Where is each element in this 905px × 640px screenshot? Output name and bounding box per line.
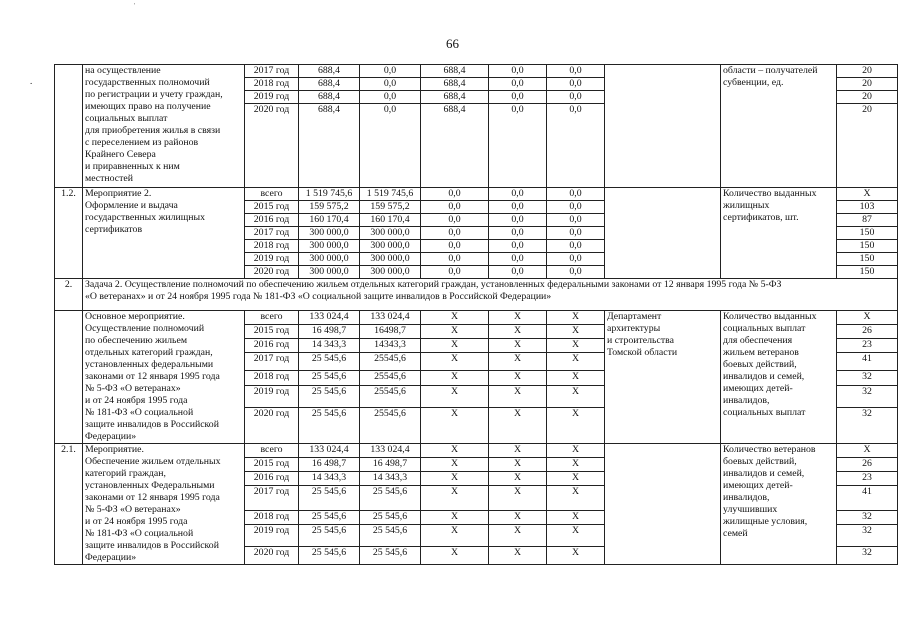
indicator-value: 32: [837, 407, 898, 443]
indicator-name-line: Количество ветеранов: [723, 444, 816, 455]
cell-v5: X: [547, 325, 605, 339]
cell-v4: X: [489, 385, 547, 407]
cell-v4: X: [489, 353, 547, 371]
cell-v2: 0,0: [360, 65, 421, 78]
cell-v2: 16498,7: [360, 325, 421, 339]
indicator-value: 41: [837, 486, 898, 510]
cell-v4: X: [489, 486, 547, 510]
measure-description-line: государственных полномочий: [85, 77, 210, 88]
indicator-name: [721, 311, 837, 444]
cell-v4: X: [489, 444, 547, 458]
cell-v5: 0,0: [547, 91, 605, 104]
cell-year: 2015 год: [245, 201, 299, 214]
measure-description-line: № 181-ФЗ «О социальной: [85, 528, 194, 539]
indicator-name-line: боевых действий,: [723, 456, 797, 467]
cell-v4: X: [489, 325, 547, 339]
cell-v1: 14 343,3: [299, 472, 360, 486]
cell-v1: 300 000,0: [299, 253, 360, 266]
cell-v5: X: [547, 510, 605, 524]
cell-year: всего: [245, 444, 299, 458]
indicator-value: 32: [837, 510, 898, 524]
measure-description: [83, 188, 245, 279]
table-row: [55, 444, 898, 458]
cell-v4: 0,0: [489, 104, 547, 188]
cell-year: 2017 год: [245, 486, 299, 510]
cell-v3: 0,0: [421, 188, 489, 201]
indicator-name-line: жилищные условия,: [723, 516, 808, 527]
cell-v2: 300 000,0: [360, 253, 421, 266]
cell-year: 2016 год: [245, 214, 299, 227]
cell-v2: 0,0: [360, 91, 421, 104]
indicator-value: 26: [837, 458, 898, 472]
cell-v2: 25 545,6: [360, 510, 421, 524]
indicator-value: 20: [837, 65, 898, 78]
cell-v1: 160 170,4: [299, 214, 360, 227]
indicator-value: 32: [837, 385, 898, 407]
responsible-dept-line: и строительства: [607, 335, 674, 346]
measure-description: [83, 311, 245, 444]
cell-v2: 0,0: [360, 104, 421, 188]
indicator-name-line: инвалидов и семей,: [723, 468, 805, 479]
indicator-name: [721, 444, 837, 565]
cell-year: 2016 год: [245, 339, 299, 353]
measure-description-line: Осуществление полномочий: [85, 323, 205, 334]
cell-v1: 133 024,4: [299, 311, 360, 325]
cell-v4: 0,0: [489, 91, 547, 104]
indicator-value: X: [837, 311, 898, 325]
page-number: 66: [446, 36, 459, 51]
cell-v5: 0,0: [547, 253, 605, 266]
cell-v1: 25 545,6: [299, 353, 360, 371]
cell-v2: 160 170,4: [360, 214, 421, 227]
cell-year: 2016 год: [245, 472, 299, 486]
cell-v4: 0,0: [489, 201, 547, 214]
cell-v4: X: [489, 458, 547, 472]
cell-v2: 14 343,3: [360, 472, 421, 486]
cell-v1: 25 545,6: [299, 385, 360, 407]
cell-year: 2019 год: [245, 253, 299, 266]
indicator-value: X: [837, 188, 898, 201]
cell-v5: X: [547, 458, 605, 472]
indicator-value: 150: [837, 227, 898, 240]
cell-v4: 0,0: [489, 188, 547, 201]
measure-description-line: по регистрации и учету граждан,: [85, 89, 223, 100]
cell-v3: X: [421, 472, 489, 486]
indicator-value: 150: [837, 266, 898, 279]
cell-v2: 25545,6: [360, 353, 421, 371]
cell-year: 2017 год: [245, 65, 299, 78]
cell-v3: 688,4: [421, 65, 489, 78]
row-number: [55, 65, 83, 188]
measure-description-line: сертификатов: [85, 224, 143, 235]
cell-year: 2019 год: [245, 385, 299, 407]
indicator-value: 23: [837, 339, 898, 353]
cell-year: 2017 год: [245, 353, 299, 371]
measure-description-line: имеющих право на получение: [85, 101, 211, 112]
responsible-dept-line: Томской области: [607, 347, 678, 358]
indicator-name-line: жильем ветеранов: [723, 347, 799, 358]
cell-v2: 25545,6: [360, 407, 421, 443]
indicator-value: 150: [837, 253, 898, 266]
cell-v1: 25 545,6: [299, 510, 360, 524]
indicator-value: 150: [837, 240, 898, 253]
indicator-value: 20: [837, 91, 898, 104]
cell-v5: X: [547, 472, 605, 486]
cell-v3: 688,4: [421, 91, 489, 104]
measure-description-line: законами от 12 января 1995 года: [85, 371, 220, 382]
indicator-value: 103: [837, 201, 898, 214]
cell-v3: 0,0: [421, 253, 489, 266]
cell-v2: 25545,6: [360, 371, 421, 385]
cell-v4: 0,0: [489, 253, 547, 266]
measure-description-line: местностей: [85, 173, 134, 184]
corner-mark: ': [134, 2, 136, 10]
cell-v1: 133 024,4: [299, 444, 360, 458]
measure-description-line: Мероприятие.: [85, 444, 144, 455]
task-title-line: «О ветеранах» и от 24 ноября 1995 года № 181-ФЗ «О социальной защите инвалидов в Российской Федерации»: [85, 291, 552, 302]
cell-v4: X: [489, 524, 547, 546]
cell-v3: X: [421, 371, 489, 385]
measure-description-line: № 5-ФЗ «О ветеранах»: [85, 383, 181, 394]
measure-description: [83, 65, 245, 188]
cell-year: 2015 год: [245, 325, 299, 339]
cell-v4: X: [489, 407, 547, 443]
measure-description-line: защите инвалидов в Российской: [85, 419, 219, 430]
cell-v3: X: [421, 546, 489, 564]
measure-description-line: государственных жилищных: [85, 212, 206, 223]
indicator-name-line: улучшивших: [723, 504, 778, 515]
cell-v5: 0,0: [547, 266, 605, 279]
measure-description-line: Федерации»: [85, 552, 137, 563]
row-number: 1.2.: [55, 188, 83, 279]
cell-v4: X: [489, 546, 547, 564]
cell-v4: X: [489, 510, 547, 524]
measure-description-line: Обеспечение жильем отдельных: [85, 456, 221, 467]
measure-description-line: законами от 12 января 1995 года: [85, 492, 220, 503]
responsible-dept-empty: [605, 65, 721, 188]
cell-v3: 0,0: [421, 214, 489, 227]
task-row: [55, 279, 898, 311]
cell-v3: 0,0: [421, 227, 489, 240]
cell-v5: 0,0: [547, 201, 605, 214]
cell-v2: 0,0: [360, 78, 421, 91]
indicator-value: 32: [837, 371, 898, 385]
cell-v4: 0,0: [489, 266, 547, 279]
cell-v5: X: [547, 407, 605, 443]
cell-year: 2019 год: [245, 524, 299, 546]
indicator-name-line: жилищных: [723, 200, 770, 211]
measure-description-line: защите инвалидов в Российской: [85, 540, 219, 551]
cell-v1: 16 498,7: [299, 458, 360, 472]
cell-v3: X: [421, 339, 489, 353]
indicator-value: 32: [837, 546, 898, 564]
cell-v2: 25 545,6: [360, 524, 421, 546]
measure-description-line: Мероприятие 2.: [85, 188, 152, 199]
measure-description-line: и от 24 ноября 1995 года: [85, 395, 188, 406]
cell-v1: 25 545,6: [299, 524, 360, 546]
table-row: [55, 65, 898, 78]
table-body: [55, 65, 898, 565]
measure-description-line: № 5-ФЗ «О ветеранах»: [85, 504, 181, 515]
indicator-name-line: Количество выданных: [723, 311, 817, 322]
measure-description-line: установленных Федеральными: [85, 480, 215, 491]
cell-v5: X: [547, 524, 605, 546]
cell-v5: 0,0: [547, 104, 605, 188]
cell-year: 2020 год: [245, 546, 299, 564]
cell-year: 2018 год: [245, 510, 299, 524]
cell-v2: 14343,3: [360, 339, 421, 353]
cell-v5: X: [547, 444, 605, 458]
indicator-name-line: инвалидов и семей,: [723, 371, 805, 382]
cell-v3: X: [421, 486, 489, 510]
cell-v1: 688,4: [299, 78, 360, 91]
indicator-name-line: боевых действий,: [723, 359, 797, 370]
cell-year: 2015 год: [245, 458, 299, 472]
indicator-value: 32: [837, 524, 898, 546]
row-number: [55, 311, 83, 444]
cell-v2: 133 024,4: [360, 311, 421, 325]
cell-v4: X: [489, 371, 547, 385]
indicator-value: 87: [837, 214, 898, 227]
measure-description-line: Основное мероприятие.: [85, 311, 185, 322]
responsible-dept: [605, 311, 721, 444]
cell-v1: 300 000,0: [299, 227, 360, 240]
cell-v2: 300 000,0: [360, 266, 421, 279]
cell-v5: X: [547, 311, 605, 325]
cell-v2: 25 545,6: [360, 486, 421, 510]
indicator-name: [721, 188, 837, 279]
measure-description-line: с переселением из районов: [85, 137, 199, 148]
indicator-name-line: субвенции, ед.: [723, 77, 784, 88]
indicator-value: 20: [837, 78, 898, 91]
cell-v1: 300 000,0: [299, 240, 360, 253]
cell-v3: 688,4: [421, 104, 489, 188]
indicator-value: 26: [837, 325, 898, 339]
indicator-name-line: имеющих детей-: [723, 480, 793, 491]
cell-v2: 300 000,0: [360, 227, 421, 240]
measure-description-line: для приобретения жилья в связи: [85, 125, 221, 136]
indicator-name-line: семей: [723, 528, 748, 539]
cell-year: 2019 год: [245, 91, 299, 104]
cell-v5: X: [547, 385, 605, 407]
measure-description: [83, 444, 245, 565]
cell-v4: 0,0: [489, 240, 547, 253]
cell-v2: 133 024,4: [360, 444, 421, 458]
cell-v5: 0,0: [547, 214, 605, 227]
cell-v5: X: [547, 486, 605, 510]
cell-v5: 0,0: [547, 240, 605, 253]
cell-v3: 0,0: [421, 266, 489, 279]
row-number: 2.1.: [55, 444, 83, 565]
indicator-value: 20: [837, 104, 898, 188]
task-title-line: Задача 2. Осуществление полномочий по обеспечению жильем отдельных категорий граждан, установленных федеральными законами от 12 января 1995 года № 5-ФЗ: [85, 279, 782, 290]
table-row: [55, 188, 898, 201]
cell-v4: 0,0: [489, 227, 547, 240]
cell-year: 2020 год: [245, 266, 299, 279]
cell-v3: X: [421, 353, 489, 371]
indicator-name-line: Количество выданных: [723, 188, 817, 199]
measure-description-line: социальных выплат: [85, 113, 168, 124]
cell-year: всего: [245, 188, 299, 201]
cell-v1: 25 545,6: [299, 486, 360, 510]
cell-v5: 0,0: [547, 65, 605, 78]
cell-v3: X: [421, 444, 489, 458]
cell-v1: 688,4: [299, 104, 360, 188]
measure-description-line: отдельных категорий граждан,: [85, 347, 213, 358]
cell-year: 2018 год: [245, 240, 299, 253]
indicator-name: [721, 65, 837, 188]
cell-v3: X: [421, 524, 489, 546]
cell-v4: 0,0: [489, 78, 547, 91]
measure-description-line: по обеспечению жильем: [85, 335, 188, 346]
cell-v3: X: [421, 325, 489, 339]
cell-v4: X: [489, 472, 547, 486]
cell-v3: 688,4: [421, 78, 489, 91]
cell-v1: 25 545,6: [299, 407, 360, 443]
indicator-name-line: инвалидов,: [723, 492, 770, 503]
indicator-value: X: [837, 444, 898, 458]
responsible-dept-empty: [605, 444, 721, 565]
indicator-name-line: инвалидов,: [723, 395, 770, 406]
measure-description-line: Оформление и выдача: [85, 200, 178, 211]
cell-v1: 16 498,7: [299, 325, 360, 339]
cell-v4: 0,0: [489, 65, 547, 78]
cell-v2: 25 545,6: [360, 546, 421, 564]
cell-v3: X: [421, 510, 489, 524]
cell-v5: 0,0: [547, 188, 605, 201]
cell-v3: X: [421, 458, 489, 472]
margin-dot: .: [30, 76, 33, 86]
measure-description-line: Федерации»: [85, 431, 137, 442]
table-row: [55, 311, 898, 325]
measure-description-line: категорий граждан,: [85, 468, 166, 479]
indicator-name-line: социальных выплат: [723, 407, 806, 418]
cell-v1: 300 000,0: [299, 266, 360, 279]
cell-year: 2020 год: [245, 407, 299, 443]
cell-year: всего: [245, 311, 299, 325]
responsible-dept-line: архитектуры: [607, 323, 661, 334]
cell-year: 2018 год: [245, 78, 299, 91]
cell-v2: 16 498,7: [360, 458, 421, 472]
cell-v4: 0,0: [489, 214, 547, 227]
cell-v1: 1 519 745,6: [299, 188, 360, 201]
cell-v2: 25545,6: [360, 385, 421, 407]
cell-v5: X: [547, 546, 605, 564]
cell-v5: X: [547, 371, 605, 385]
cell-year: 2017 год: [245, 227, 299, 240]
cell-year: 2020 год: [245, 104, 299, 188]
cell-v1: 14 343,3: [299, 339, 360, 353]
indicator-name-line: сертификатов, шт.: [723, 212, 799, 223]
measure-description-line: и приравненных к ним: [85, 161, 180, 172]
cell-v1: 25 545,6: [299, 546, 360, 564]
measure-description-line: и от 24 ноября 1995 года: [85, 516, 188, 527]
program-table: [54, 64, 898, 565]
cell-v1: 159 575,2: [299, 201, 360, 214]
cell-v4: X: [489, 339, 547, 353]
cell-year: 2018 год: [245, 371, 299, 385]
cell-v2: 1 519 745,6: [360, 188, 421, 201]
responsible-dept-line: Департамент: [607, 311, 662, 322]
cell-v3: 0,0: [421, 240, 489, 253]
cell-v3: X: [421, 407, 489, 443]
measure-description-line: № 181-ФЗ «О социальной: [85, 407, 194, 418]
cell-v1: 25 545,6: [299, 371, 360, 385]
row-number: 2.: [55, 279, 83, 311]
responsible-dept-empty: [605, 188, 721, 279]
measure-description-line: Крайнего Севера: [85, 149, 156, 160]
cell-v1: 688,4: [299, 65, 360, 78]
indicator-value: 41: [837, 353, 898, 371]
cell-v3: X: [421, 311, 489, 325]
cell-v2: 159 575,2: [360, 201, 421, 214]
cell-v5: 0,0: [547, 78, 605, 91]
indicator-name-line: для обеспечения: [723, 335, 793, 346]
measure-description-line: на осуществление: [85, 65, 161, 76]
indicator-name-line: имеющих детей-: [723, 383, 793, 394]
indicator-name-line: социальных выплат: [723, 323, 806, 334]
indicator-name-line: области – получателей: [723, 65, 818, 76]
cell-v4: X: [489, 311, 547, 325]
cell-v5: X: [547, 353, 605, 371]
cell-v3: X: [421, 385, 489, 407]
cell-v1: 688,4: [299, 91, 360, 104]
cell-v2: 300 000,0: [360, 240, 421, 253]
measure-description-line: установленных федеральными: [85, 359, 214, 370]
cell-v5: 0,0: [547, 227, 605, 240]
indicator-value: 23: [837, 472, 898, 486]
task-title: [83, 279, 898, 311]
cell-v3: 0,0: [421, 201, 489, 214]
cell-v5: X: [547, 339, 605, 353]
